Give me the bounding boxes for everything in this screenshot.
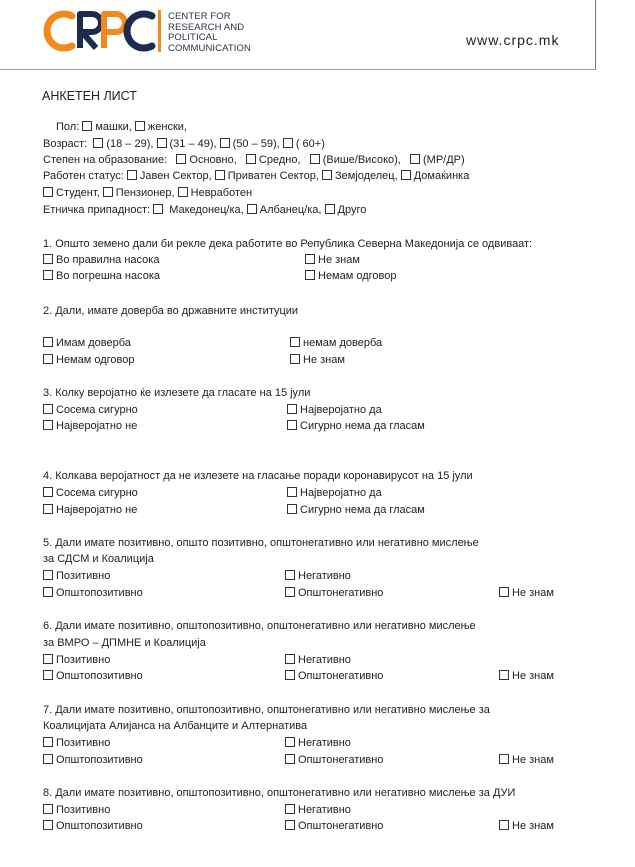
option[interactable]: Не знам (290, 354, 345, 367)
option[interactable]: Негативно (285, 654, 351, 667)
checkbox[interactable] (285, 820, 295, 830)
option[interactable]: Негативно (285, 804, 351, 817)
checkbox[interactable] (43, 504, 53, 514)
checkbox[interactable] (43, 354, 53, 364)
option[interactable]: Не знам (499, 587, 554, 600)
option[interactable]: Имам доверба (43, 337, 131, 350)
option[interactable]: Општонегативно (285, 754, 383, 767)
checkbox[interactable] (410, 154, 420, 164)
checkbox[interactable] (43, 754, 53, 764)
checkbox[interactable] (82, 121, 92, 131)
question-text: 1. Општо земено дали би рекле дека работите во Република Северна Македонија се одвиваат: (43, 238, 533, 250)
question-text-cont: за СДСМ и Коалиција (43, 553, 154, 565)
checkbox[interactable] (127, 170, 137, 180)
website-url[interactable]: www.crpc.mk (466, 32, 560, 48)
age-row: Возраст: (18 – 29), (31 – 49), (50 – 59), ( 60+) (43, 138, 325, 150)
option[interactable]: Општопозитивно (43, 670, 143, 683)
work-row-2: Студент, Пензионер, Невработен (43, 187, 252, 200)
checkbox[interactable] (43, 187, 53, 197)
checkbox[interactable] (285, 737, 295, 747)
checkbox[interactable] (285, 804, 295, 814)
checkbox[interactable] (157, 138, 167, 148)
option[interactable]: Општонегативно (285, 820, 383, 833)
checkbox[interactable] (43, 420, 53, 430)
checkbox[interactable] (215, 170, 225, 180)
checkbox[interactable] (290, 354, 300, 364)
checkbox[interactable] (499, 754, 509, 764)
checkbox[interactable] (285, 670, 295, 680)
checkbox[interactable] (43, 487, 53, 497)
checkbox[interactable] (178, 187, 188, 197)
checkbox[interactable] (499, 670, 509, 680)
option[interactable]: Најверојатно да (287, 487, 382, 500)
question-text: 6. Дали имате позитивно, општопозитивно, општонегативно или негативно мислење (43, 620, 476, 632)
checkbox[interactable] (246, 154, 256, 164)
option[interactable]: Негативно (285, 737, 351, 750)
option[interactable]: Немам одговор (43, 354, 135, 367)
checkbox[interactable] (220, 138, 230, 148)
checkbox[interactable] (310, 154, 320, 164)
checkbox[interactable] (43, 670, 53, 680)
checkbox[interactable] (43, 404, 53, 414)
option[interactable]: Немам одговор (305, 270, 397, 283)
header-rule (0, 69, 596, 70)
checkbox[interactable] (93, 138, 103, 148)
checkbox[interactable] (135, 121, 145, 131)
checkbox[interactable] (43, 337, 53, 347)
question-text: 5. Дали имате позитивно, општо позитивно, општонегативно или негативно мислење (43, 537, 479, 549)
checkbox[interactable] (325, 204, 335, 214)
option[interactable]: Општонегативно (285, 587, 383, 600)
checkbox[interactable] (305, 270, 315, 280)
question-text: 4. Колкава веројатност да не излезете на гласање поради коронавирусот на 15 јули (43, 470, 473, 482)
question-text-cont: Коалицијата Алијанса на Албанците и Алтернатива (43, 720, 308, 732)
option[interactable]: Не знам (305, 254, 360, 267)
option[interactable]: Општонегативно (285, 670, 383, 683)
question-text: 2. Дали, имате доверба во државните институции (43, 305, 299, 317)
question-text: 3. Колку веројатно ќе излезете да гласате на 15 јули (43, 387, 311, 399)
checkbox[interactable] (290, 337, 300, 347)
option[interactable]: Сигурно нема да гласам (287, 504, 425, 517)
checkbox[interactable] (285, 654, 295, 664)
option[interactable]: Не знам (499, 754, 554, 767)
crpc-logo (42, 8, 162, 54)
option[interactable]: Не знам (499, 670, 554, 683)
checkbox[interactable] (285, 570, 295, 580)
option[interactable]: Сигурно нема да гласам (287, 420, 425, 433)
checkbox[interactable] (287, 504, 297, 514)
option[interactable]: Позитивно (43, 570, 110, 583)
checkbox[interactable] (153, 204, 163, 214)
gender-row: Пол: машки, женски, (56, 121, 187, 133)
option[interactable]: Позитивно (43, 737, 110, 750)
checkbox[interactable] (305, 254, 315, 264)
option[interactable]: Најверојатно не (43, 420, 137, 433)
question-text: 7. Дали имате позитивно, општопозитивно, општонегативно или негативно мислење за (43, 704, 490, 716)
checkbox[interactable] (176, 154, 186, 164)
option[interactable]: Позитивно (43, 804, 110, 817)
page-title: АНКЕТЕН ЛИСТ (42, 89, 137, 103)
checkbox[interactable] (401, 170, 411, 180)
option[interactable]: Сосема сигурно (43, 404, 138, 417)
work-row-1: Работен статус: Јавен Сектор, Приватен Сектор, Земјоделец, Домаќинка (43, 170, 470, 182)
option[interactable]: Општопозитивно (43, 587, 143, 600)
option[interactable]: Во погрешна насока (43, 270, 160, 283)
option[interactable]: Сосема сигурно (43, 487, 138, 500)
question-text-cont: за ВМРО – ДПМНЕ и Коалиција (43, 637, 206, 649)
checkbox[interactable] (285, 587, 295, 597)
checkbox[interactable] (43, 820, 53, 830)
option[interactable]: Најверојатно не (43, 504, 137, 517)
checkbox[interactable] (287, 487, 297, 497)
checkbox[interactable] (287, 420, 297, 430)
checkbox[interactable] (43, 654, 53, 664)
option[interactable]: немам доверба (290, 337, 382, 350)
checkbox[interactable] (103, 187, 113, 197)
option[interactable]: Во правилна насока (43, 254, 159, 267)
option[interactable]: Најверојатно да (287, 404, 382, 417)
option[interactable]: Не знам (499, 820, 554, 833)
checkbox[interactable] (322, 170, 332, 180)
checkbox[interactable] (499, 587, 509, 597)
header-divider (595, 0, 596, 70)
checkbox[interactable] (43, 587, 53, 597)
checkbox[interactable] (43, 804, 53, 814)
ethnicity-row: Етничка припадност: Македонец/ка, Албанец/ка, Друго (43, 204, 367, 216)
checkbox[interactable] (247, 204, 257, 214)
checkbox[interactable] (285, 754, 295, 764)
option[interactable]: Општопозитивно (43, 754, 143, 767)
education-row: Степен на образование: Основно, Средно, (Више/Високо), (МР/ДР) (43, 154, 465, 166)
checkbox[interactable] (43, 254, 53, 264)
logo-text: CENTER FOR RESEARCH AND POLITICAL COMMUNICATION (168, 11, 251, 54)
checkbox[interactable] (43, 270, 53, 280)
checkbox[interactable] (499, 820, 509, 830)
option[interactable]: Негативно (285, 570, 351, 583)
checkbox[interactable] (43, 737, 53, 747)
checkbox[interactable] (43, 570, 53, 580)
checkbox[interactable] (287, 404, 297, 414)
question-text: 8. Дали имате позитивно, општопозитивно, општонегативно или негативно мислење за ДУИ (43, 787, 516, 799)
option[interactable]: Позитивно (43, 654, 110, 667)
option[interactable]: Општопозитивно (43, 820, 143, 833)
checkbox[interactable] (283, 138, 293, 148)
